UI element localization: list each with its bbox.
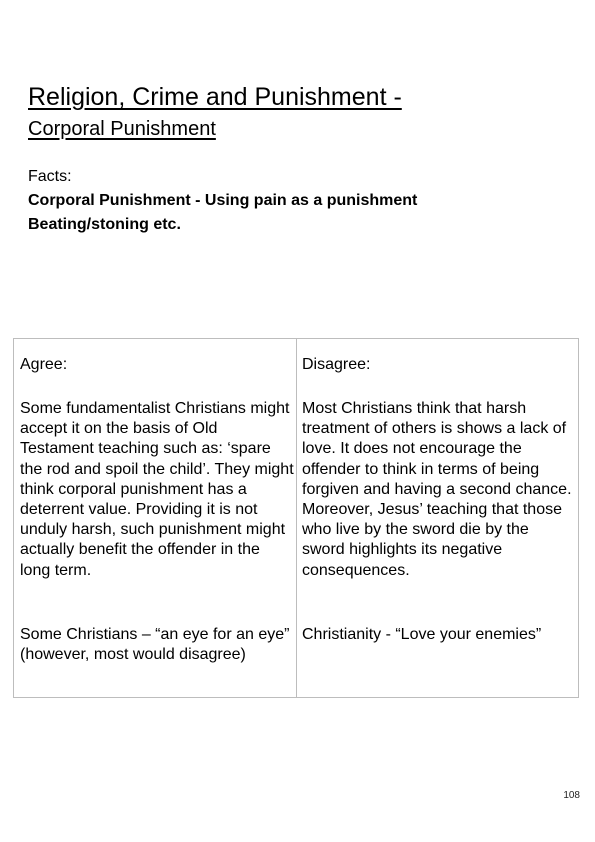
facts-examples: Beating/stoning etc. xyxy=(28,216,181,233)
agree-cell-1: Some fundamentalist Christians might accept it on the basis of Old Testament teaching such as: ‘spare the rod and spoil the child’. They might think corporal punishment has a deterrent value. Providing it is not unduly harsh, such punishment might actually benefit the offender in the long term. xyxy=(20,400,294,579)
agree-header: Agree: xyxy=(20,356,68,373)
agree-disagree-table xyxy=(13,338,579,698)
disagree-cell-2: Christianity - “Love your enemies” xyxy=(302,626,542,643)
table-column-divider xyxy=(296,339,297,697)
page-number: 108 xyxy=(563,790,580,801)
agree-cell-2: Some Christians – “an eye for an eye” (however, most would disagree) xyxy=(20,626,290,664)
page-title: Religion, Crime and Punishment - xyxy=(28,83,402,111)
page-subtitle: Corporal Punishment xyxy=(28,118,216,140)
disagree-cell-1: Most Christians think that harsh treatment of others is shows a lack of love. It does not encourage the offender to think in terms of being forgiven and having a second chance. Moreover, Jesus’ teaching that those who live by the sword die by the sword highlights its negative consequences. xyxy=(302,400,572,579)
facts-definition: Corporal Punishment - Using pain as a punishment xyxy=(28,192,418,209)
disagree-header: Disagree: xyxy=(302,356,371,373)
facts-label: Facts: xyxy=(28,168,72,185)
